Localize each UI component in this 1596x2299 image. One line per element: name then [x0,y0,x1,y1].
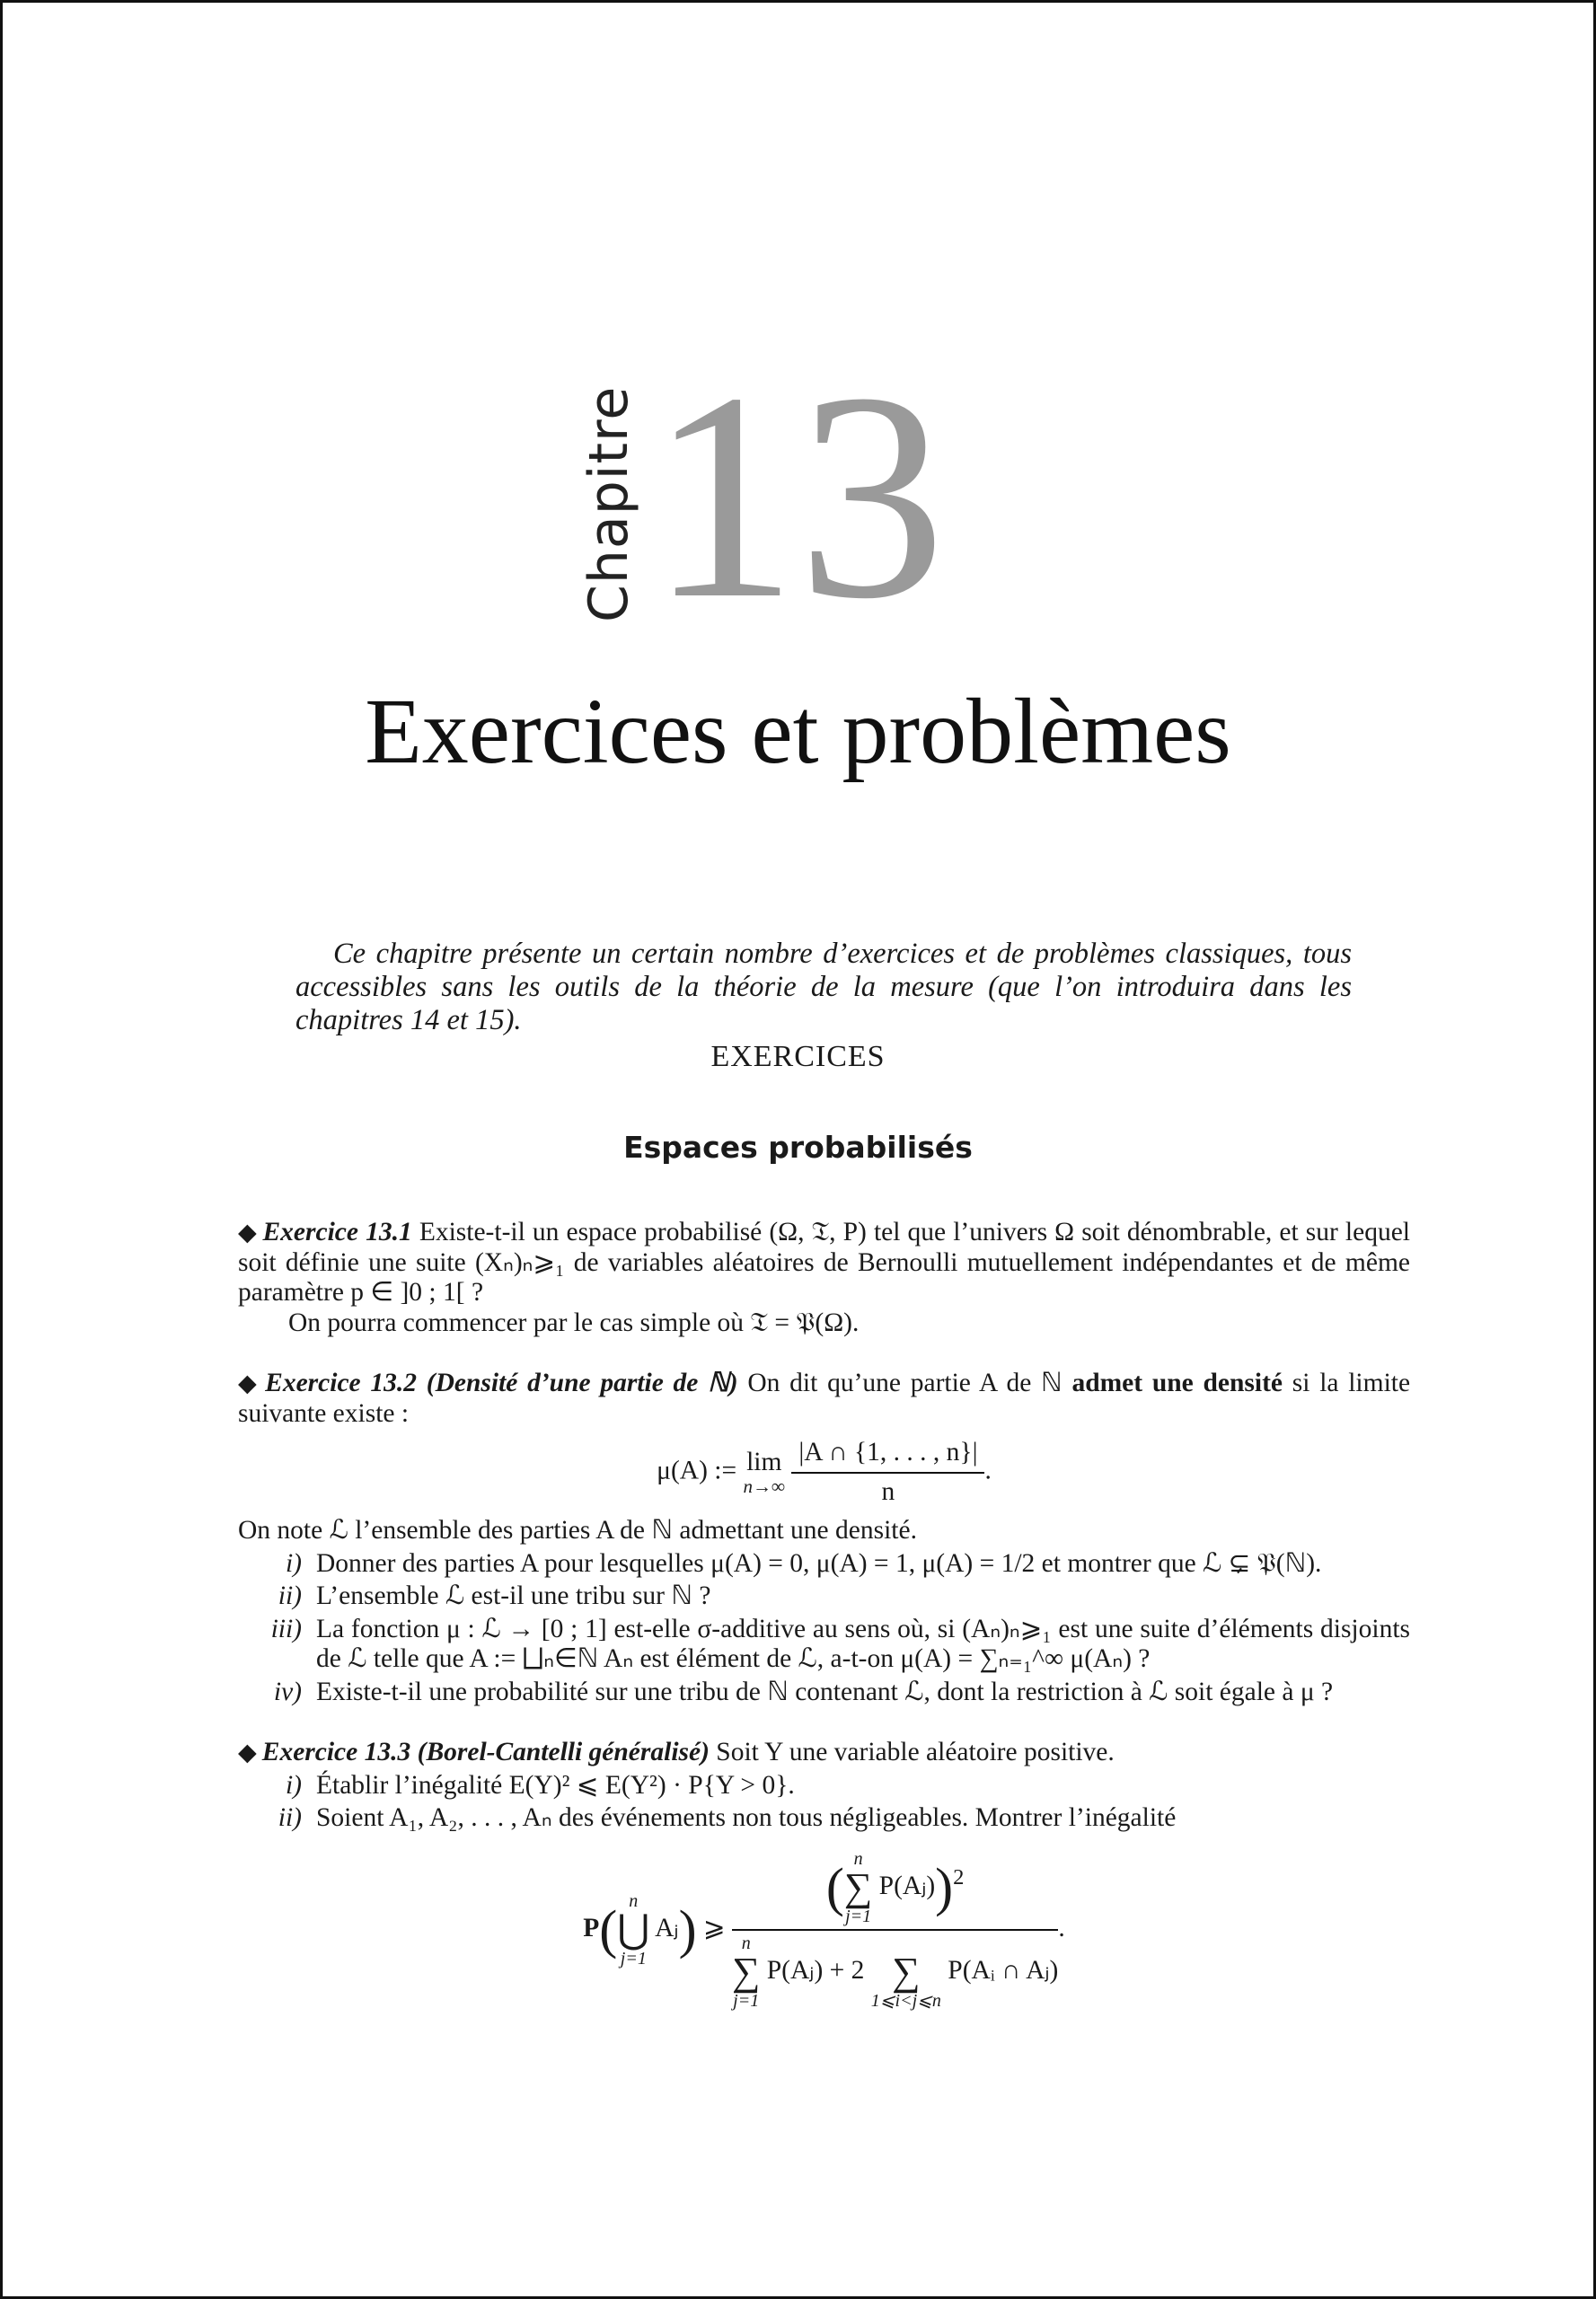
item-text: La fonction μ : ℒ → [0 ; 1] est-elle σ-additive au sens où, si (Aₙ)ₙ⩾₁ est une suite d’éléments disjoints de ℒ telle que A := ⨆ₙ∈ℕ Aₙ est élément de ℒ, a-t-on μ(A) = ∑ₙ₌₁^∞ μ(Aₙ) ? [316,1614,1410,1673]
formula-fraction [732,1850,1058,2010]
fraction-denominator: n [881,1476,895,1506]
item-text: Existe-t-il une probabilité sur une tribu de ℕ contenant ℒ, dont la restriction à ℒ soit égale à μ ? [316,1677,1334,1706]
item-number: ii) [278,1581,302,1610]
exercise-text: Soit Y une variable aléatoire positive. [716,1738,1115,1766]
paren-close: ) [678,1898,697,1959]
sum-upper: n [741,1933,751,1953]
diamond-icon: ◆ [238,1219,258,1246]
union-icon: ⋃ [617,1907,650,1951]
chapter-intro: Ce chapitre présente un certain nombre d’exercices et de problèmes classiques, tous accessibles sans les outils de la théorie de la mesure (que l’on introduira dans les chapitres 14 et 15). [295,937,1352,1036]
sum-lower: 1⩽i<j⩽n [870,1990,941,2011]
chapter-heading [578,332,991,660]
exercise-note: On note ℒ l’ensemble des parties A de ℕ admettant une densité. [238,1516,917,1545]
denominator-term-1: P(Aⱼ) + 2 [766,1955,865,1985]
exercise-hint: On pourra commencer par le cas simple où 𝔗 = 𝔓(Ω). [288,1308,860,1337]
exercise-label: Exercice 13.2 (Densité d’une partie de ℕ) [265,1369,738,1397]
density-formula: μ(A) := lim n→∞ $\frac{|A \cap \{1, . . . , n\}|}{n}$ . [657,1438,992,1506]
paren-close: ) [935,1856,954,1916]
item-number: i) [285,1548,302,1578]
sum-icon: ∑ [843,1864,873,1909]
item-text: L’ensemble ℒ est-il une tribu sur ℕ ? [316,1581,711,1610]
sum-icon: ∑ [892,1949,921,1994]
sum-operator [844,1850,872,1925]
diamond-icon: ◆ [238,1739,257,1766]
formula-limit [744,1448,785,1498]
item-number: i) [285,1770,302,1800]
union-lower: j=1 [620,1948,647,1969]
paren-open: ( [599,1898,618,1959]
formula-lhs: μ(A) := [657,1456,737,1485]
exercise-13-1 [238,1218,1410,1338]
square-exponent: 2 [953,1864,965,1889]
exercise-item [238,1549,1410,1580]
sum-operator [871,1934,941,2010]
exercise-label: Exercice 13.3 (Borel-Cantelli généralisé) [261,1738,710,1766]
exercise-keyword: admet une densité [1071,1369,1283,1397]
formula-fraction [791,1438,984,1507]
exercise-paragraph [238,1369,1410,1429]
union-upper: n [629,1890,639,1911]
sum-lower: j=1 [733,1990,760,2011]
borel-cantelli-formula: P( n ⋃ j=1 Aⱼ) ⩾ ( n ∑ j=1 P(Aⱼ))$^2$ n ∑ j=1 P(Aⱼ) + 2 ∑ 1⩽i<j⩽n P(Aᵢ ∩ Aⱼ) . [583,1848,1065,2011]
item-number: iv) [273,1677,302,1706]
chapter-word: Chapitre [578,385,640,622]
denominator-term-2: P(Aᵢ ∩ Aⱼ) [948,1955,1059,1985]
limit-subscript: n→∞ [743,1475,785,1498]
exercise-13-2 [238,1369,1410,1707]
item-text: Donner des parties A pour lesquelles μ(A) = 0, μ(A) = 1, μ(A) = 1/2 et montrer que ℒ ⊊ 𝔓(ℕ). [316,1548,1322,1578]
section-heading: EXERCICES [710,1040,886,1073]
prob-symbol: P [583,1913,600,1942]
geq-symbol: ⩾ [702,1913,726,1942]
exercise-text: Existe-t-il un espace probabilisé (Ω, 𝔗, P) tel que l’univers Ω soit dénombrable, et sur lequel soit définie une suite (Xₙ)ₙ⩾₁ de variables aléatoires de Bernoulli mutuellement indépendantes et de même paramètre p ∈ ]0 ; 1[ ? [238,1218,1411,1307]
sum-lower: j=1 [845,1906,872,1926]
item-number: iii) [270,1614,302,1643]
exercise-item [238,1803,1410,1834]
exercises-body [238,1218,1410,2040]
exercise-13-3 [238,1738,1410,2010]
item-number: ii) [278,1803,302,1832]
chapter-number: 13 [649,332,946,660]
union-operator [617,1892,649,1968]
paren-open: ( [825,1856,844,1916]
item-text: Établir l’inégalité E(Y)² ⩽ E(Y²) · P{Y > 0}. [316,1770,795,1800]
exercise-item [238,1678,1410,1708]
exercise-item [238,1771,1410,1801]
limit-operator: lim [746,1447,782,1476]
fraction-numerator [732,1850,1058,1931]
exercise-text-tail: si la limite suivante existe : [238,1369,1411,1428]
exercise-item [238,1615,1410,1675]
exercise-paragraph [238,1738,1410,1768]
exercise-paragraph [238,1218,1410,1308]
exercise-item [238,1581,1410,1612]
fraction-denominator [732,1931,1058,2010]
item-text: Soient A₁, A₂, . . . , Aₙ des événements non tous négligeables. Montrer l’inégalité [316,1803,1177,1832]
union-term: Aⱼ [655,1913,679,1942]
sum-term: P(Aⱼ) [878,1871,936,1900]
chapter-title: Exercices et problèmes [365,680,1231,783]
sum-operator [732,1934,760,2010]
subsection-heading: Espaces probabilisés [623,1130,973,1165]
exercise-text: On dit qu’une partie A de ℕ [747,1369,1063,1397]
sum-icon: ∑ [732,1949,761,1994]
sum-upper: n [853,1848,863,1869]
diamond-icon: ◆ [238,1370,260,1397]
exercise-label: Exercice 13.1 [262,1218,412,1246]
fraction-numerator: |A ∩ {1, . . . , n}| [791,1438,984,1474]
